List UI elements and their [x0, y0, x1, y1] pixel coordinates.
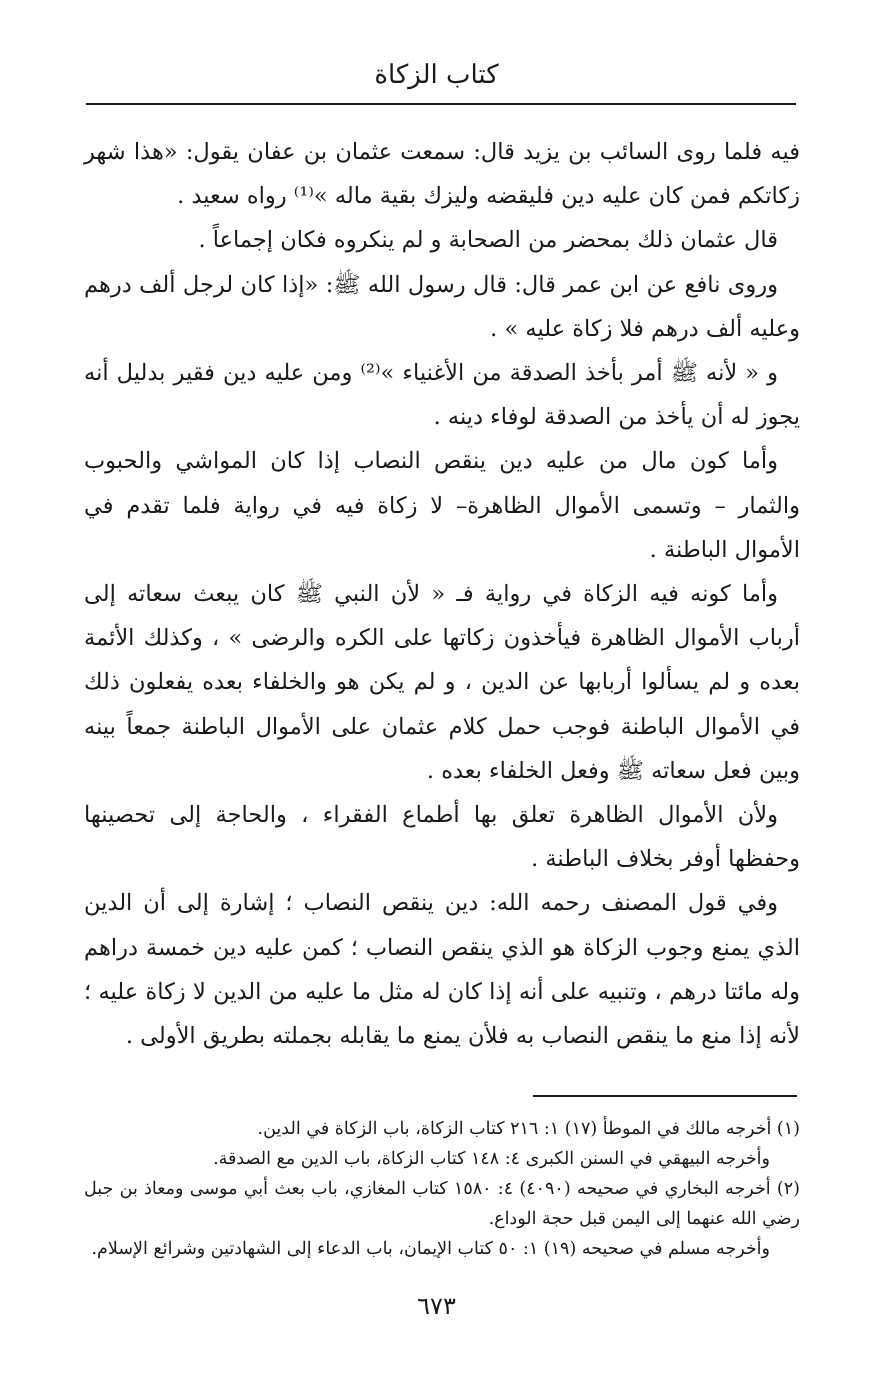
footnote-2: (٢) أخرجه البخاري في صحيحه (٤٠٩٠) ٤: ١٥٨٠ كتاب المغازي، باب بعث أبي موسى ومعاذ بن جبل رضي الله عنهما إلى اليمن قبل حجة الوداع.: [84, 1179, 800, 1229]
paragraph-1: فيه فلما روى السائب بن يزيد قال: سمعت عثمان بن عفان يقول: «هذا شهر زكاتكم فمن كان عليه دين فليقضه وليزك بقية ماله »⁽¹⁾ رواه سعيد .: [84, 139, 800, 210]
page-number: ٦٧٣: [417, 1292, 456, 1320]
paragraph-4: و « لأنه ﷺ أمر بأخذ الصدقة من الأغنياء »⁽²⁾ ومن عليه دين فقير بدليل أنه يجوز له أن يأخذ من الصدقة لوفاء دينه .: [84, 360, 800, 431]
footnotes: [84, 1114, 800, 1264]
paragraph-7: ولأن الأموال الظاهرة تعلق بها أطماع الفقراء ، والحاجة إلى تحصينها وحفظها أوفر بخلاف الباطنة .: [84, 802, 800, 873]
paragraph-2: قال عثمان ذلك بمحضر من الصحابة و لم ينكروه فكان إجماعاً .: [198, 227, 778, 254]
header-divider: [86, 103, 796, 105]
paragraph-6: وأما كونه فيه الزكاة في رواية فـ « لأن النبي ﷺ كان يبعث سعاته إلى أرباب الأموال الظاهرة فيأخذون زكاتها على الكره والرضى » ، وكذلك الأئمة بعده و لم يسألوا أربابها عن الدين ، و لم يكن هو والخلفاء بعده يفعلون ذلك في الأموال الباطنة فوجب حمل كلام عثمان على الأموال الباطنة جمعاً بينه وبين فعل سعاته ﷺ وفعل الخلفاء بعده .: [84, 581, 800, 784]
page-header-title: كتاب الزكاة: [374, 60, 499, 90]
footnote-divider: [533, 1095, 797, 1097]
footnote-1-continued: وأخرجه البيهقي في السنن الكبرى ٤: ١٤٨ كتاب الزكاة، باب الدين مع الصدقة.: [213, 1149, 770, 1169]
paragraph-3: وروى نافع عن ابن عمر قال: قال رسول الله ﷺ: «إذا كان لرجل ألف درهم وعليه ألف درهم فلا زكاة عليه » .: [84, 271, 800, 342]
footnote-1: (١) أخرجه مالك في الموطأ (١٧) ١: ٢١٦ كتاب الزكاة، باب الزكاة في الدين.: [257, 1119, 800, 1139]
main-text: [84, 130, 800, 1058]
paragraph-5: وأما كون مال من عليه دين ينقص النصاب إذا كان المواشي والحبوب والثمار – وتسمى الأموال الظاهرة– لا زكاة فيه في رواية فلما تقدم في الأموال الباطنة .: [84, 448, 800, 563]
footnote-2-continued: وأخرجه مسلم في صحيحه (١٩) ١: ٥٠ كتاب الإيمان، باب الدعاء إلى الشهادتين وشرائع الإسلام.: [91, 1239, 770, 1259]
paragraph-8: وفي قول المصنف رحمه الله: دين ينقص النصاب ؛ إشارة إلى أن الدين الذي يمنع وجوب الزكاة هو الذي ينقص النصاب ؛ كمن عليه دين خمسة دراهم وله مائتا درهم ، وتنبيه على أنه إذا كان له مثل ما عليه من الدين لا زكاة عليه ؛ لأنه إذا منع ما ينقص النصاب به فلأن يمنع ما يقابله بجملته بطريق الأولى .: [84, 890, 800, 1050]
